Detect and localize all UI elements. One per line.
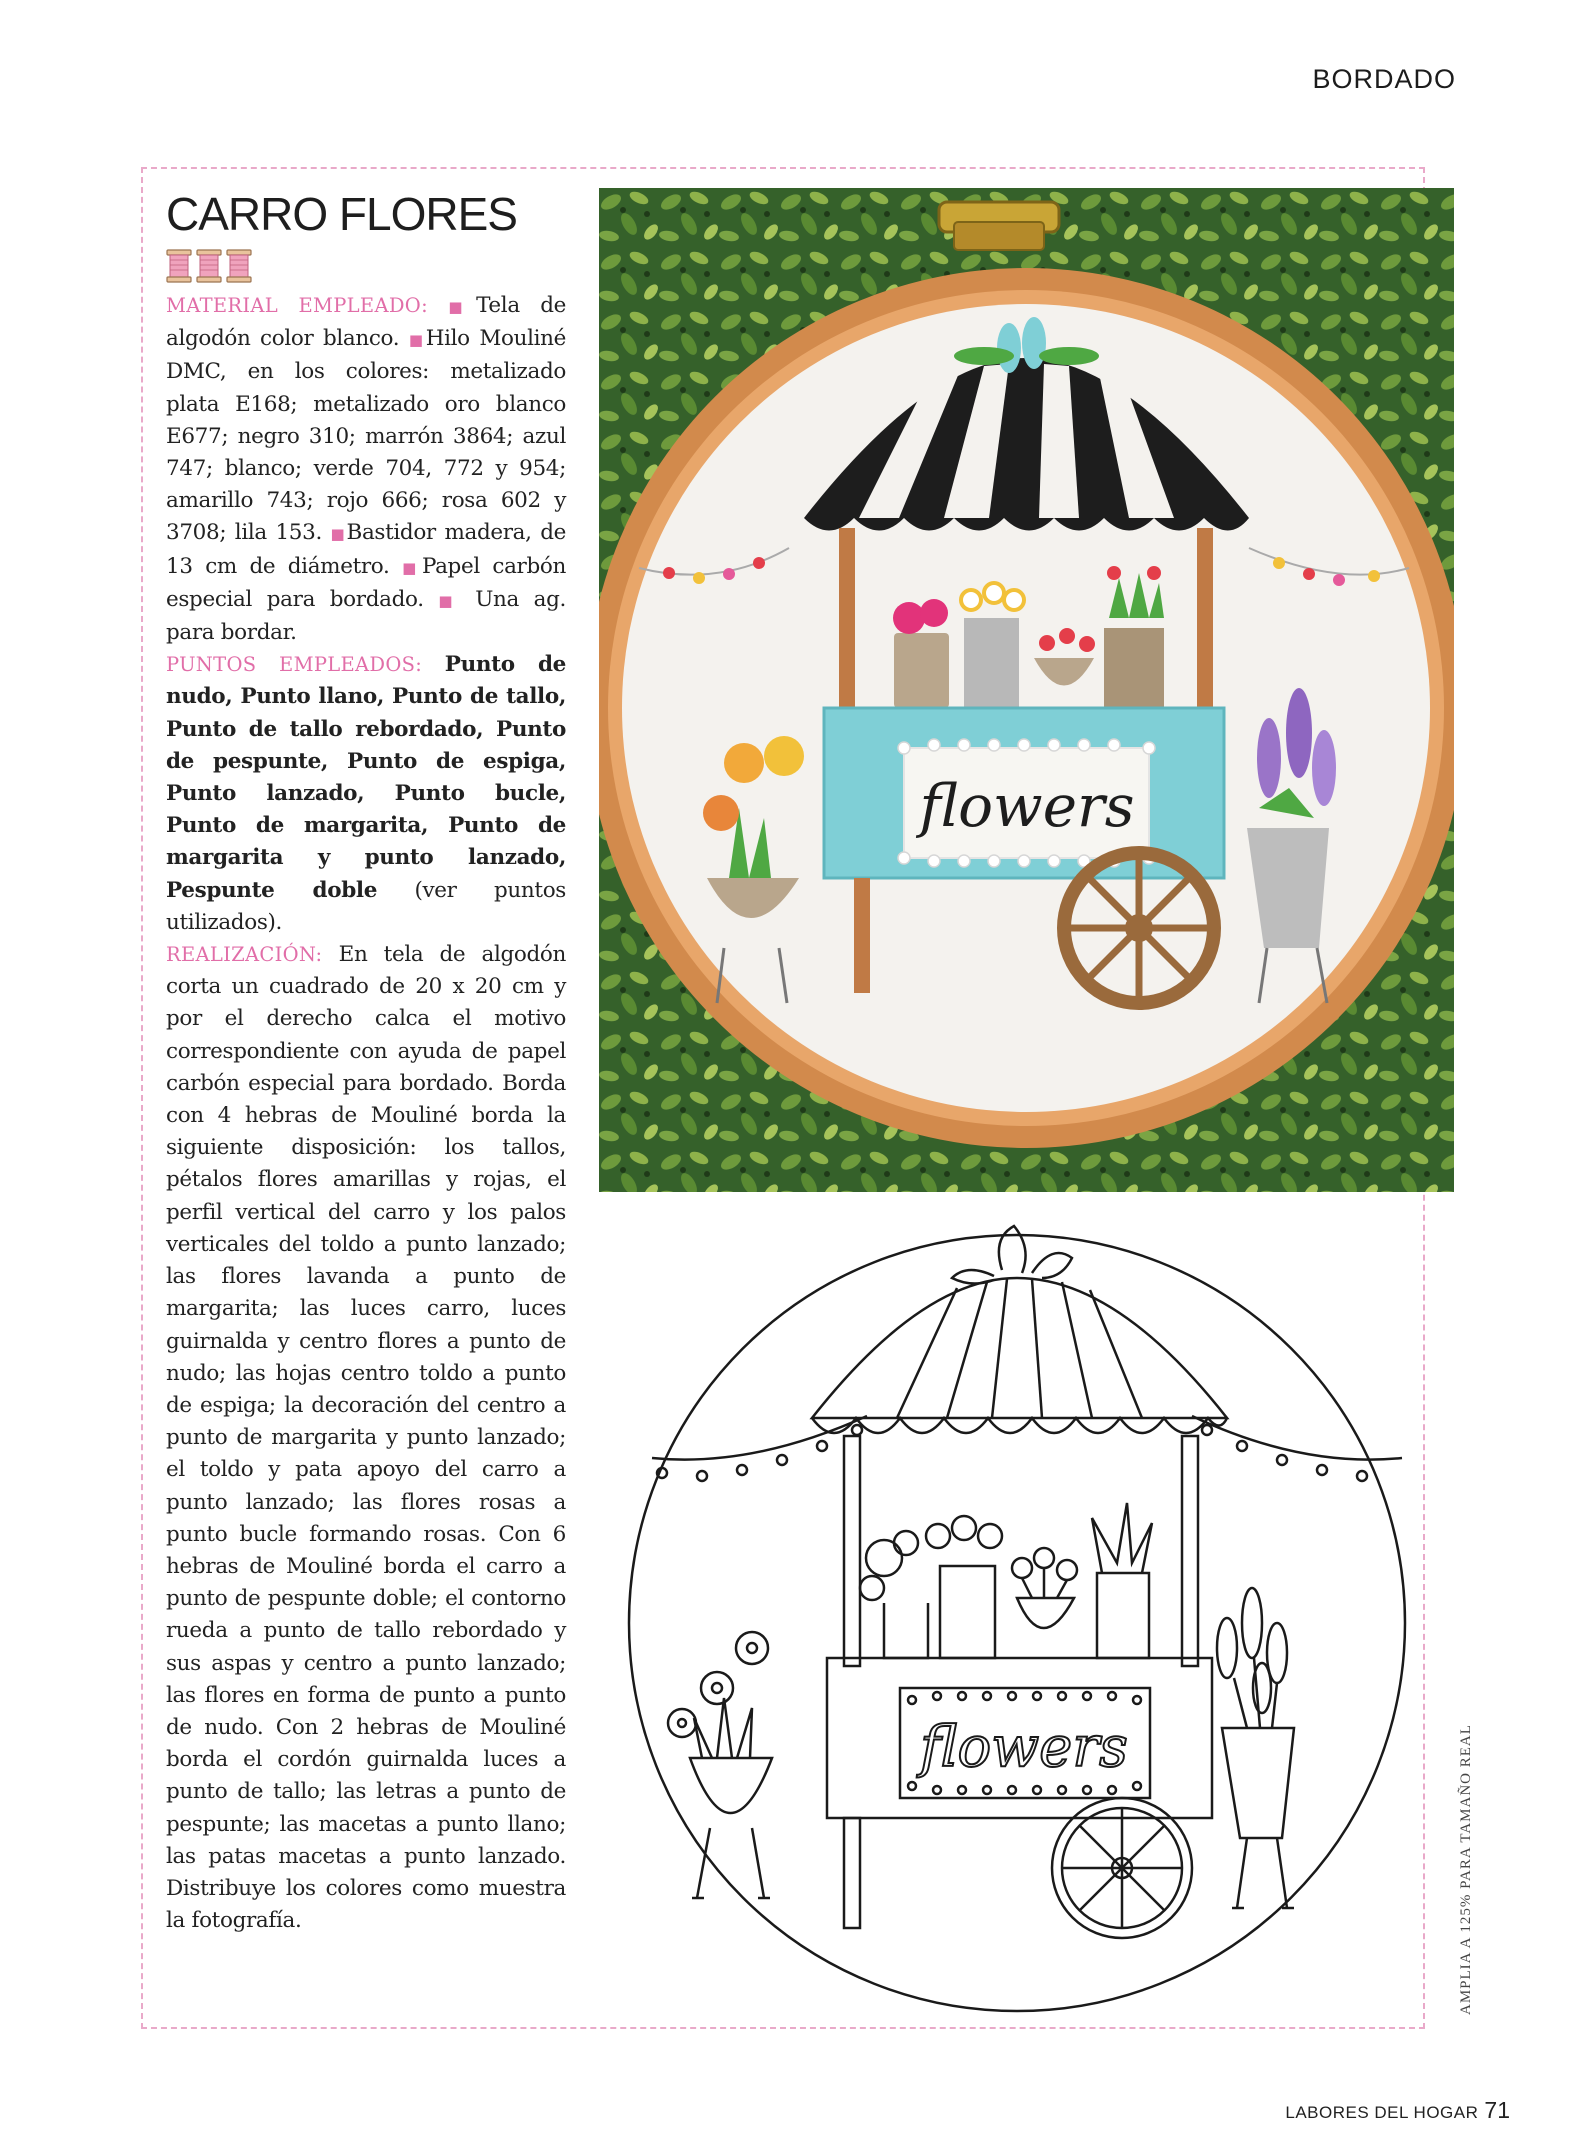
thread-spool-icon (196, 248, 222, 284)
section-label: BORDADO (1312, 64, 1456, 94)
embroidery-pattern (622, 1218, 1412, 2028)
material-item: Bastidor madera, de 13 cm de diámetro. (166, 520, 567, 579)
material-item: Hilo Mouliné DMC, en los colores: metalizado plata E168; metalizado oro blanco E677; negro 310; marrón 3864; azul 747; blanco; verde 704, 772 y 954; amarillo 743; rojo 666; rosa 602 y 3708; lila 153. (166, 326, 566, 546)
embroidery-photo (599, 188, 1454, 1192)
stitches-note: (ver puntos utilizados). (166, 877, 566, 935)
material-heading: MATERIAL EMPLEADO: (166, 294, 428, 317)
article-body (166, 290, 566, 1937)
material-item: Una ag. para bordar. (166, 586, 567, 646)
bullet-square-icon: ■ (330, 525, 347, 544)
stitches-list: Punto de nudo, Punto llano, Punto de tallo, Punto de tallo rebordado, Punto de pespunte, Punto de espiga, Punto lanzado, Punto bucle, Punto de margarita, Punto de margarita y punto lanzado, Pespunte doble (166, 652, 567, 903)
material-item: Papel carbón especial para bordado. (166, 553, 566, 612)
thread-spool-icon (166, 248, 192, 284)
photo-flowers-text: flowers (919, 772, 1135, 840)
magazine-name: LABORES DEL HOGAR (1285, 2103, 1479, 2122)
pattern-flowers-text: flowers (920, 1715, 1128, 1780)
page-number: 71 (1484, 2097, 1510, 2123)
stitches-heading: PUNTOS EMPLEADOS: (166, 653, 423, 677)
bullet-square-icon: ■ (438, 591, 461, 610)
difficulty-rating (166, 248, 566, 284)
thread-spool-icon (226, 248, 252, 284)
instructions-heading: REALIZACIÓN: (166, 943, 323, 967)
page-footer (1285, 2097, 1510, 2124)
bullet-square-icon: ■ (408, 331, 426, 350)
pattern-line-art (622, 1218, 1412, 2028)
bullet-square-icon: ■ (448, 298, 477, 316)
scale-note: AMPLIA A 125% PARA TAMAÑO REAL (1458, 1724, 1474, 2015)
bullet-square-icon: ■ (402, 558, 422, 577)
embroidery-hoop-illustration (599, 188, 1454, 1192)
instructions-text: En tela de algodón corta un cuadrado de 20 x 20 cm y por el derecho calca el motivo correspondiente con ayuda de papel carbón especial para bordado. Borda con 4 hebras de Mouliné borda la siguiente disposición: los tallos, pétalos flores amarillas y rojas, el perfil vertical del carro y los palos verticales del toldo a punto lanzado; las flores lavanda a punto de margarita; las luces carro, luces guirnalda y centro flores a punto de nudo; las hojas centro toldo a punto de espiga; la decoración del centro a punto de margarita y punto lanzado; el toldo y pata apoyo del carro a punto lanzado; las flores rosas a punto bucle formando rosas. Con 6 hebras de Mouliné borda el carro a punto de pespunte doble; el contorno rueda a punto de tallo rebordado y sus aspas y centro a punto lanzado; las flores en forma de punto a punto de nudo. Con 2 hebras de Mouliné borda el cordón guirnalda luces a punto de tallo; las letras a punto de pespunte; las macetas a punto llano; las patas macetas a punto lanzado. Distribuye los colores como muestra la fotografía. (166, 942, 567, 1934)
article-title: CARRO FLORES (166, 188, 517, 240)
article-text-column (166, 180, 566, 1937)
material-item: Tela de algodón color blanco. (166, 293, 566, 352)
